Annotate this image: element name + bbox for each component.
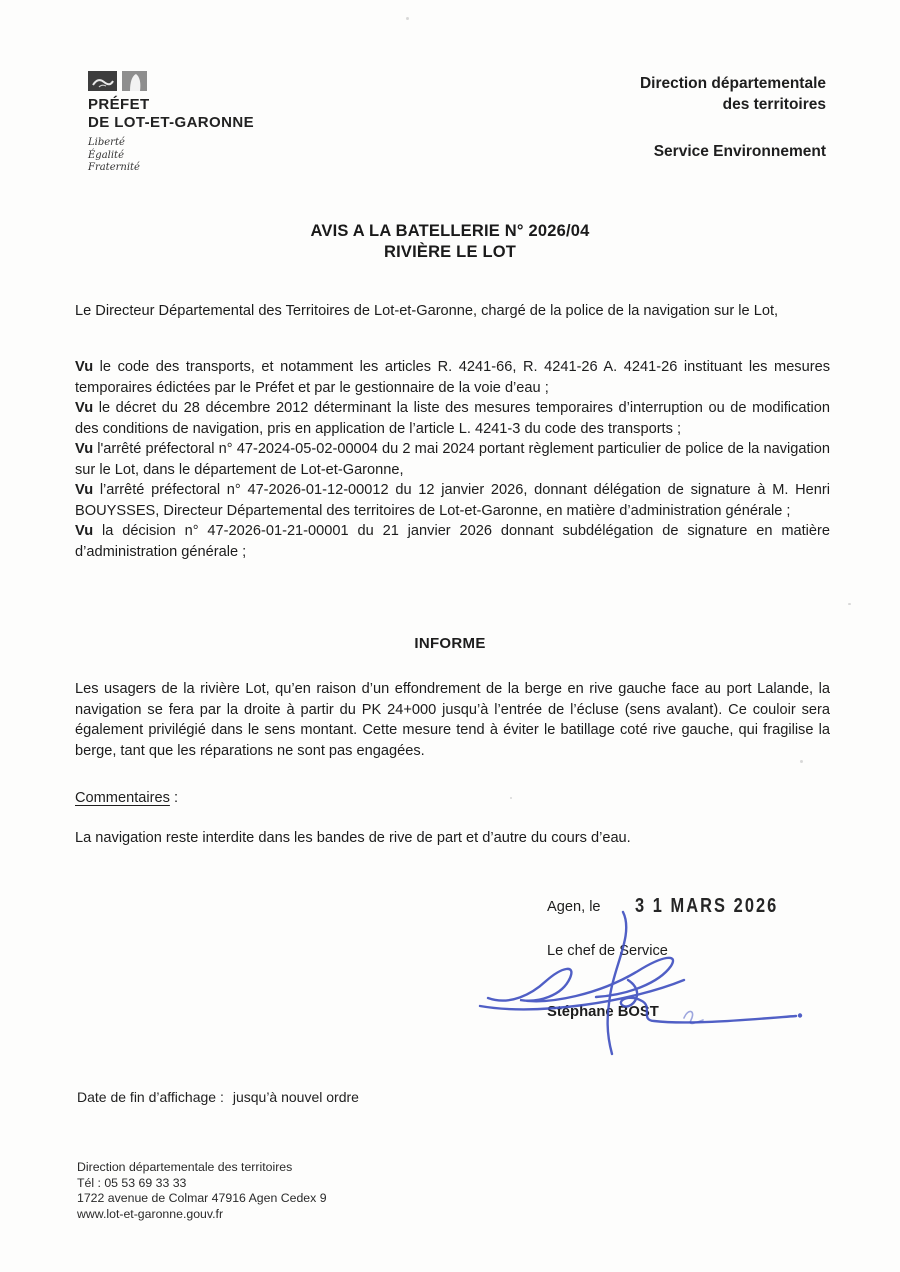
- date-stamp: 3 1 MARS 2026: [634, 895, 778, 917]
- motto-fraternite: Fraternité: [88, 162, 140, 173]
- informe-paragraph: Les usagers de la rivière Lot, qu’en raison d’un effondrement de la berge en rive gauche face au port Lalande, la navigation se fera par la droite à partir du PK 24+000 jusqu’à l’entrée de l’écluse (sens avalant). Ce couloir sera également privilégié dans le sens montant. Cette mesure tend à éviter le batillage coté rive gauche, qui fragilise la berge, tant que les réparations ne sont pas engagées.: [75, 681, 830, 759]
- place-and-date-row: [547, 895, 847, 918]
- vu-clause: [75, 439, 830, 480]
- prefecture-block: [88, 70, 254, 175]
- signature-block: [547, 895, 847, 1020]
- issuing-office-block: [640, 73, 826, 161]
- vu-prefix: Vu: [75, 482, 94, 498]
- document-title: [0, 221, 900, 263]
- vu-text: l’arrêté préfectoral n° 47-2026-01-12-00012 du 12 janvier 2026, donnant délégation de signature à M. Henri BOUYSSES, Directeur Départemental des territoires de Lot-et-Garonne, en matière d’administration générale ;: [75, 482, 830, 519]
- footer-website: www.lot-et-garonne.gouv.fr: [77, 1206, 224, 1221]
- place-label: Agen, le: [547, 898, 601, 915]
- vu-prefix: Vu: [75, 359, 94, 375]
- signer-name: Stéphane BOST: [547, 1004, 659, 1020]
- vu-clause: [75, 480, 830, 521]
- comments-paragraph: La navigation reste interdite dans les bandes de rive de part et d’autre du cours d’eau.: [75, 830, 631, 846]
- vu-text: l'arrêté préfectoral n° 47-2024-05-02-00004 du 2 mai 2024 portant règlement particulier de police de la navigation sur le Lot, dans le département de Lot-et-Garonne,: [75, 441, 830, 478]
- intro-paragraph: Le Directeur Départemental des Territoires de Lot-et-Garonne, chargé de la police de la navigation sur le Lot,: [75, 303, 779, 319]
- direction-line1: Direction départementale: [639, 75, 826, 92]
- title-line2: RIVIÈRE LE LOT: [383, 243, 517, 261]
- vu-clause: [75, 521, 830, 562]
- republic-motto: [88, 137, 254, 175]
- scan-speck: [406, 17, 409, 20]
- informe-heading: INFORME: [414, 635, 486, 652]
- signer-role: Le chef de Service: [547, 943, 668, 959]
- vu-prefix: Vu: [75, 400, 94, 416]
- scan-speck: [800, 760, 803, 763]
- marianne-emblem-icon: [88, 70, 150, 92]
- vu-text: la décision n° 47-2026-01-21-00001 du 21 janvier 2026 donnant subdélégation de signature en matière d’administration générale ;: [75, 523, 830, 560]
- vu-prefix: Vu: [75, 441, 94, 457]
- vu-clause: [75, 357, 830, 398]
- display-end-line: [77, 1089, 359, 1105]
- display-end-value: jusqu’à nouvel ordre: [232, 1089, 359, 1105]
- footer-street: 1722 avenue de Colmar 47916 Agen Cedex 9: [77, 1191, 327, 1206]
- display-end-label: Date de fin d’affichage :: [77, 1089, 224, 1105]
- comments-colon: :: [169, 790, 178, 806]
- footer-address-block: [77, 1160, 327, 1222]
- scan-speck: [848, 603, 851, 605]
- motto-liberte: Liberté: [88, 137, 125, 148]
- service-name: Service Environnement: [653, 143, 826, 160]
- prefet-title-line1: PRÉFET: [88, 96, 150, 113]
- comments-heading: [75, 790, 178, 806]
- footer-phone: Tél : 05 53 69 33 33: [77, 1175, 187, 1190]
- vu-clause: [75, 398, 830, 439]
- prefet-title-line2: DE LOT-ET-GARONNE: [88, 114, 254, 131]
- comments-label-text: Commentaires: [75, 790, 170, 806]
- motto-egalite: Égalité: [88, 149, 124, 161]
- vu-text: le code des transports, et notamment les articles R. 4241-66, R. 4241-26 A. 4241-26 instituant les mesures temporaires édictées par le Préfet et par le gestionnaire de la voie d’eau ;: [75, 359, 830, 396]
- direction-line2: des territoires: [722, 96, 826, 113]
- vu-text: le décret du 28 décembre 2012 déterminant la liste des mesures temporaires d’interruption ou de modification des conditions de navigation, pris en application de l’article L. 4241-3 du code des transports ;: [75, 400, 830, 437]
- footer-office: Direction départementale des territoires: [77, 1160, 293, 1174]
- vu-prefix: Vu: [75, 523, 94, 539]
- legal-clauses-block: [75, 357, 830, 562]
- title-line1: AVIS A LA BATELLERIE N° 2026/04: [310, 222, 590, 240]
- scan-speck: [510, 797, 512, 799]
